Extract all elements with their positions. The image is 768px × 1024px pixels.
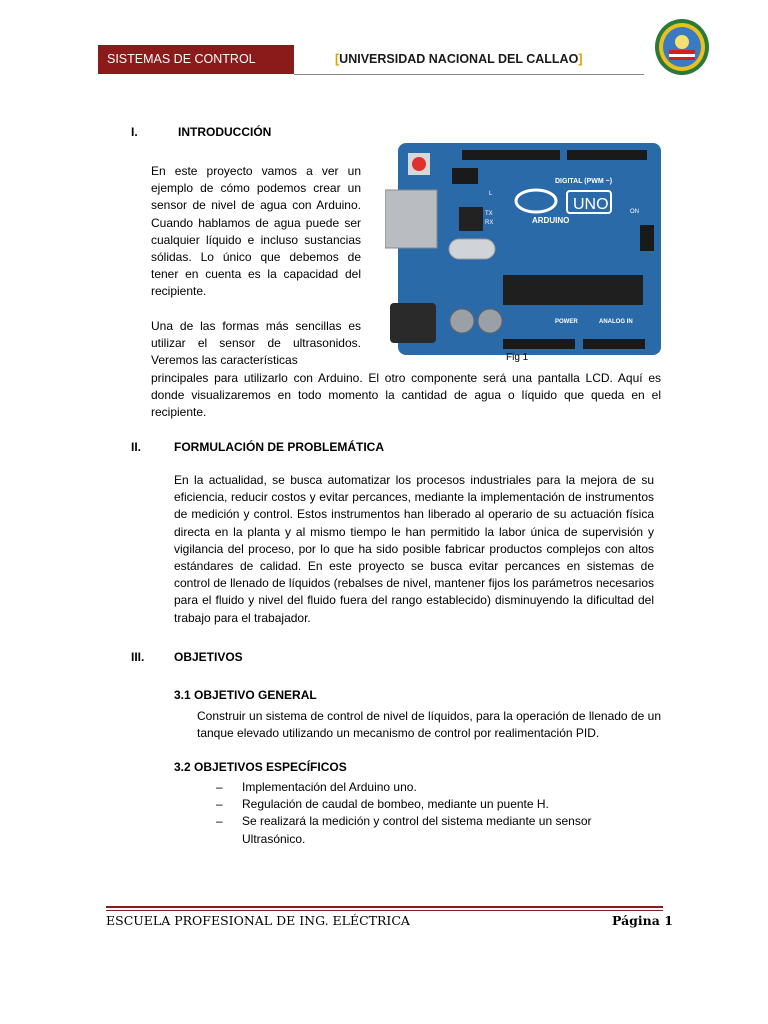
led-tx-label: TX — [485, 211, 493, 217]
reset-button — [412, 157, 426, 171]
specific-objectives-list — [216, 779, 616, 848]
section-2-number: II. — [131, 440, 142, 454]
footer-page-number: Página 1 — [612, 913, 673, 928]
general-objective-text: Construir un sistema de control de nivel de líquidos, para la operación de llenado de un tanque elevado utilizando un mecanismo de control por realimentación PID. — [197, 709, 661, 741]
general-objective-title: 3.1 OBJETIVO GENERAL — [174, 688, 317, 702]
list-item: – Implementación del Arduino uno. — [216, 780, 417, 794]
on-label: ON — [630, 209, 639, 215]
analog-label: ANALOG IN — [599, 319, 633, 325]
section-3-title: OBJETIVOS — [174, 650, 243, 664]
section-3-number: III. — [131, 650, 145, 664]
usb-chip — [459, 207, 483, 231]
list-item: – Regulación de caudal de bombeo, mediante un puente H. — [216, 797, 549, 812]
section-1-number: I. — [131, 125, 138, 139]
list-item: – Se realizará la medición y control del sistema mediante un sensor Ultrasónico. — [216, 814, 592, 846]
digital-header-left — [462, 150, 560, 160]
crystal — [449, 239, 495, 259]
digital-label: DIGITAL (PWM ~) — [555, 178, 613, 185]
atmega-chip — [503, 275, 643, 305]
power-header — [503, 339, 575, 349]
specific-objectives-title: 3.2 OBJETIVOS ESPECÍFICOS — [174, 760, 347, 774]
footer-school: ESCUELA PROFESIONAL DE ING. ELÉCTRICA — [106, 913, 410, 928]
led-rx-label: RX — [485, 220, 494, 226]
intro-paragraph-1: En este proyecto vamos a ver un ejemplo de cómo podemos crear un sensor de nivel de agua con Arduino. Cuando hablamos de agua puede ser cualquier líquido e incluso sustancias sólidas. Lo único que debemos de tener en cuenta es la capacidad del recipiente. — [151, 164, 361, 299]
usb-connector — [385, 190, 437, 248]
power-jack — [390, 303, 436, 343]
intro-paragraph-2a: Una de las formas más sencillas es utilizar el sensor de ultrasonidos. Veremos las características — [151, 319, 361, 368]
digital-header-right — [567, 150, 647, 160]
led-l-label: L — [489, 191, 493, 197]
figure-caption: Fig 1 — [506, 352, 529, 363]
problem-paragraph: En la actualidad, se busca automatizar los procesos industriales para la mejora de su eficiencia, reducir costos y evitar percances, mediante la implementación de instrumentos de medición y control. Estos instrumentos han liberado al operario de su actuación física directa en la planta y al mismo tiempo le han permitido la labor única de supervisión y vigilancia del proceso, por lo que ha sido posible fabricar productos complejos con altos estándares de calidad. En este proyecto se busca evitar percances en sistemas de control de llenado de líquidos (rebalses de nivel, mantener fijos los parámetros necesarios para el fluido y nivel del fluido fuera del rango establecido) disminuyendo la dificultad del trabajo para el trabajador. — [174, 473, 654, 625]
analog-header — [583, 339, 645, 349]
footer-rule-thin — [106, 910, 663, 911]
board-model: UNO — [573, 196, 609, 213]
section-2-title: FORMULACIÓN DE PROBLEMÁTICA — [174, 440, 384, 454]
intro-paragraph-2b: principales para utilizarlo con Arduino. El otro componente será una pantalla LCD. Aquí es donde visualizaremos en todo momento la cantidad de agua o líquido que queda en el recipiente. — [151, 371, 661, 420]
arduino-uno-figure — [385, 143, 663, 355]
university-seal-logo — [653, 18, 711, 76]
board-brand: ARDUINO — [532, 216, 570, 225]
header-section-label: SISTEMAS DE CONTROL — [98, 45, 294, 74]
power-label: POWER — [555, 319, 578, 325]
footer-rule-thick — [106, 906, 663, 908]
header-university: [UNIVERSIDAD NACIONAL DEL CALLAO] — [335, 52, 583, 66]
section-1-title: INTRODUCCIÓN — [178, 125, 272, 139]
